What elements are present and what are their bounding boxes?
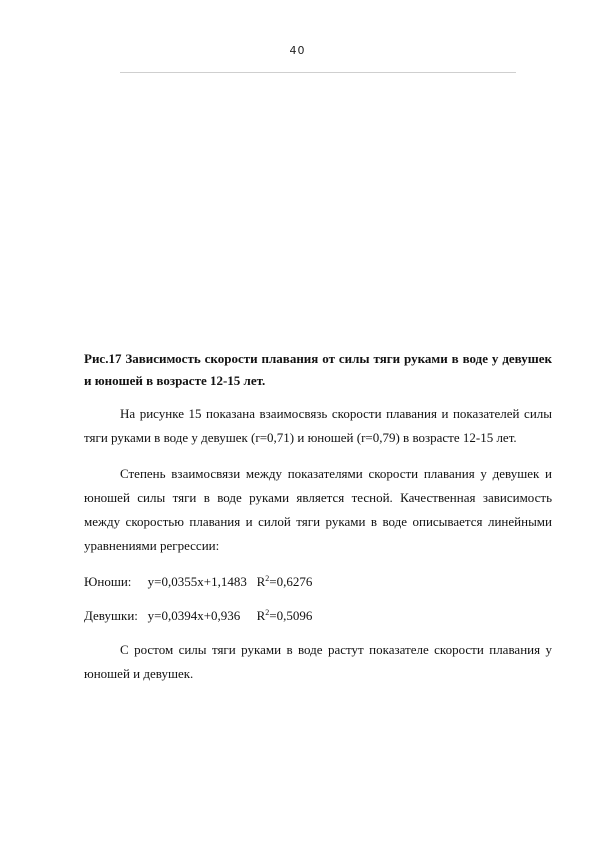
paragraph-closing: С ростом силы тяги руками в воде растут показателе скорости плавания у юношей и девушек. <box>84 642 552 681</box>
page-number: 40 <box>289 44 306 57</box>
equation-formula: y=0,0355x+1,1483 <box>147 574 247 589</box>
r-squared-value: =0,5096 <box>269 608 313 623</box>
r-squared-value: =0,6276 <box>269 574 313 589</box>
equation-girls <box>84 604 552 628</box>
page-content <box>84 348 552 698</box>
header-rule <box>120 72 516 73</box>
figure-area <box>84 80 552 335</box>
figure-caption: Рис.17 Зависимость скорости плавания от силы тяги руками в воде у девушек и юношей в возрасте 12-15 лет. <box>84 351 552 388</box>
equation-group-label: Девушки: <box>84 608 138 623</box>
r-squared-label: R <box>256 574 266 589</box>
r-squared-exponent: 2 <box>265 574 270 583</box>
r-squared-exponent: 2 <box>265 608 270 617</box>
equation-formula: y=0,0394x+0,936 <box>147 608 241 623</box>
r-squared-label: R <box>256 608 266 623</box>
equation-group-label: Юноши: <box>84 574 132 589</box>
equation-boys <box>84 570 552 594</box>
paragraph-correlation: На рисунке 15 показана взаимосвязь скорости плавания и показателей силы тяги руками в воде у девушек (r=0,71) и юношей (r=0,79) в возрасте 12-15 лет. <box>84 406 552 445</box>
paragraph-regression: Степень взаимосвязи между показателями скорости плавания у девушек и юношей силы тяги в воде руками является тесной. Качественная зависимость между скоростью плавания и силой тяги руками в воде описывается линейными уравнениями регрессии: <box>84 466 552 553</box>
